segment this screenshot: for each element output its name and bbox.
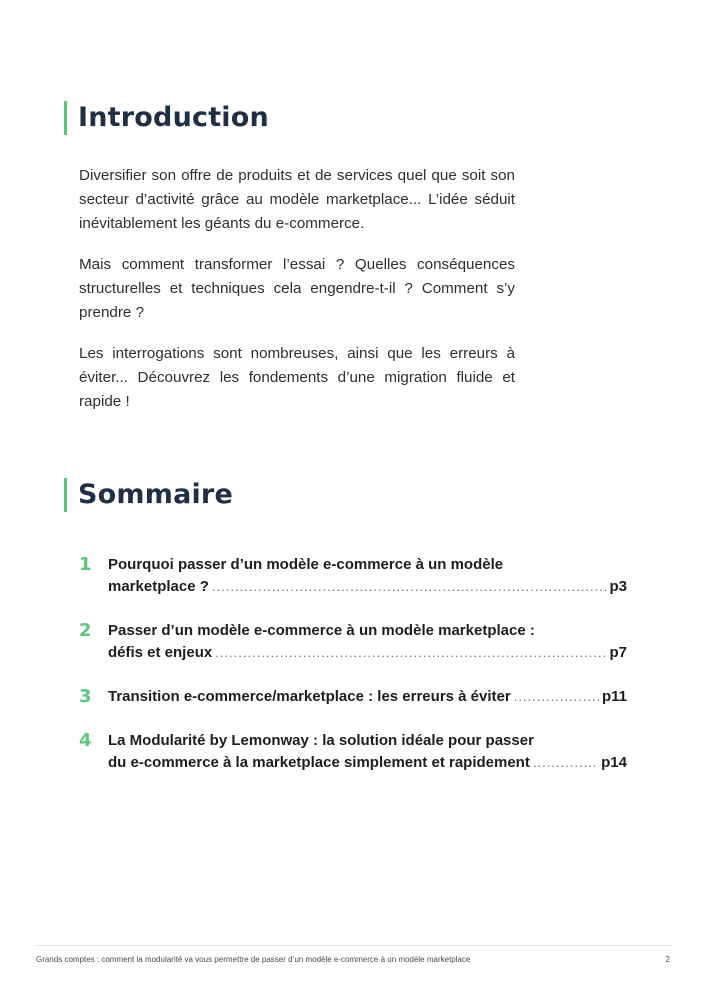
toc-leader-dots: [514, 689, 599, 704]
intro-paragraph: Diversifier son offre de produits et de services quel que soit son secteur d’activité grâce au modèle marketplace... L’idée séduit inévitablement les géants du e-commerce.: [79, 167, 515, 232]
toc-page-ref: p3: [609, 578, 627, 595]
toc-item[interactable]: [79, 730, 627, 774]
toc-leader-dots: [533, 755, 598, 770]
toc-item-title: Transition e-commerce/marketplace : les erreurs à éviter: [108, 688, 511, 705]
toc-page-ref: p11: [601, 688, 627, 705]
toc-leader-dots: [212, 579, 607, 594]
toc-item-title: La Modularité by Lemonway : la solution idéale pour passer: [108, 732, 534, 749]
toc-item[interactable]: [79, 686, 627, 708]
toc-item-title: Passer d’un modèle e-commerce à un modèle marketplace :: [108, 622, 535, 639]
toc-page-ref: p7: [609, 644, 627, 661]
page-number: 2: [665, 955, 670, 964]
toc-leader-dots: [215, 645, 606, 660]
introduction-heading: Introduction: [64, 101, 269, 135]
toc-item-number: 3: [79, 686, 92, 707]
intro-paragraph: Les interrogations sont nombreuses, ainsi que les erreurs à éviter... Découvrez les fondements d’une migration fluide et rapide !: [79, 345, 515, 410]
toc-item[interactable]: [79, 620, 627, 664]
toc-page-ref: p14: [601, 754, 627, 771]
toc-item-number: 1: [79, 554, 92, 575]
toc-item-title: Pourquoi passer d’un modèle e-commerce à un modèle: [108, 556, 504, 573]
toc-item[interactable]: [79, 554, 627, 598]
sommaire-heading: Sommaire: [64, 478, 233, 512]
toc-item-title-continued: défis et enjeux: [108, 644, 213, 661]
footer-text: Grands comptes : comment la modularité va vous permettre de passer d’un modèle e-commerce à un modèle marketplace: [36, 955, 471, 964]
toc-item-number: 2: [79, 620, 92, 641]
toc-item-title-continued: marketplace ?: [108, 578, 209, 595]
intro-paragraph: Mais comment transformer l’essai ? Quelles conséquences structurelles et techniques cela engendre-t-il ? Comment s’y prendre ?: [79, 256, 515, 321]
toc-item-title-continued: du e-commerce à la marketplace simplement et rapidement: [108, 754, 530, 771]
introduction-body: [79, 164, 515, 431]
toc-item-number: 4: [79, 730, 92, 751]
table-of-contents: [79, 554, 627, 796]
footer-divider: [36, 945, 671, 946]
